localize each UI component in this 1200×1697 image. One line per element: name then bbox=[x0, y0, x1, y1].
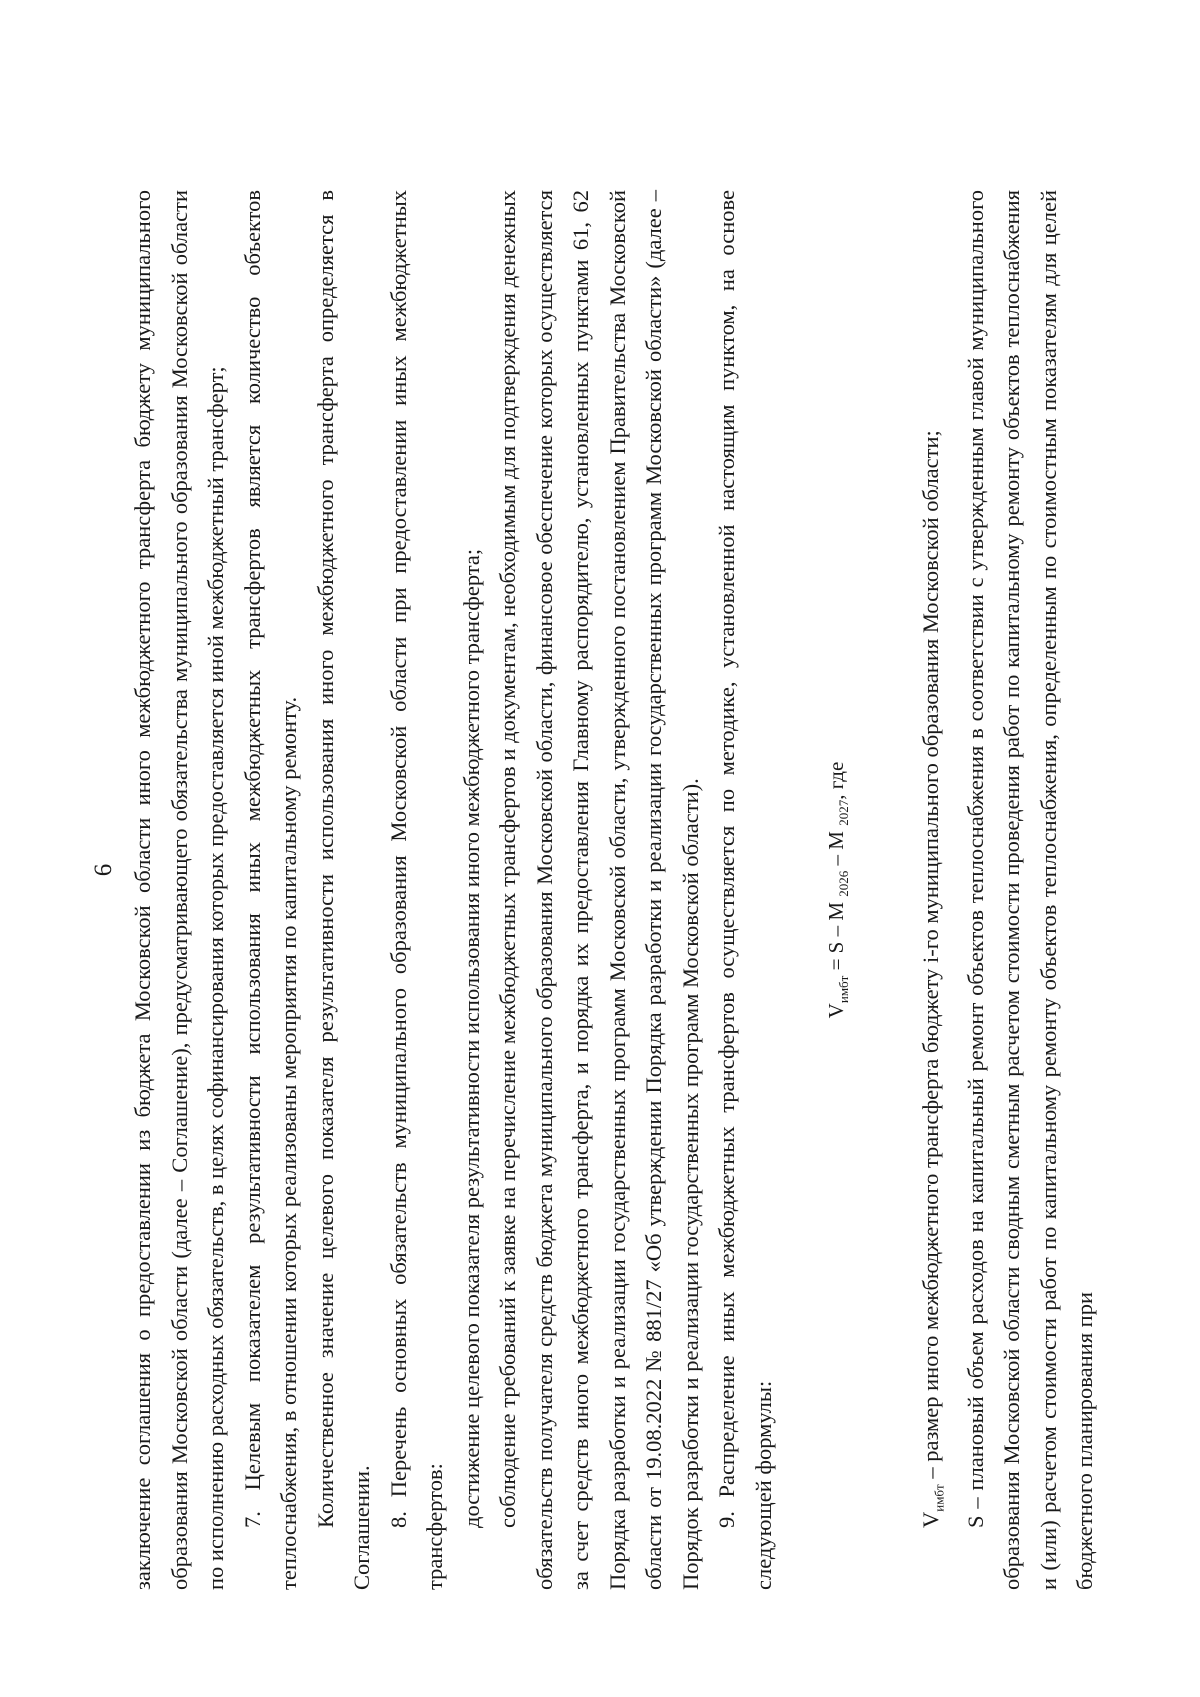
document-body bbox=[125, 190, 1104, 1590]
paragraph-agreement-conclusion: заключение соглашения о предоставлении из бюджета Московской области иного межбюджетного трансферта бюджету муниципального образования Московской области (далее – Соглашение), предусматривающего обязательства муниципального образования Московской области по исполнению расходных обязательств, в целях софинансирования которых предоставляется иной межбюджетный трансферт; bbox=[130, 190, 228, 1590]
paragraph-compliance: соблюдение требований к заявке на перечисление межбюджетных трансфертов и документам, необходимым для подтверждения денежных обязательств получателя средств бюджета муниципального образования Московской области, финансовое обеспечение которых осуществляется за счет средств иного межбюджетного трансферта, и порядка их предоставления Главному распорядителю, установленных пунктами 61, 62 Порядка разработки и реализации государственных программ Московской области, утвержденного постановлением Правительства Московской области от 19.08.2022 № 881/27 «Об утверждении Порядка разработки и реализации государственных программ Московской области» (далее – Порядок разработки и реализации государственных программ Московской области). bbox=[495, 190, 703, 1590]
paragraph-achievement: достижение целевого показателя результативности использования иного межбюджетного трансферта; bbox=[458, 548, 484, 1528]
paragraph-item-9: 9. Распределение иных межбюджетных трансфертов осуществляется по методике, установленной настоящим пунктом, на основе следующей формулы: bbox=[714, 190, 776, 1590]
definition-v: $V_{имбт}$ – размер иного межбюджетного трансферта бюджету i-го муниципального образования Московской области; bbox=[917, 430, 947, 1528]
paragraph-item-7: 7. Целевым показателем результативности использования иных межбюджетных трансфертов является количество объектов теплоснабжения, в отношении которых реализованы мероприятия по капитальному ремонту. bbox=[239, 190, 301, 1590]
paragraph-item-8: 8. Перечень основных обязательств муниципального образования Московской области при предоставлении иных межбюджетных трансфертов: bbox=[385, 190, 447, 1590]
document-page bbox=[70, 90, 1170, 1650]
page-number: 6 bbox=[90, 863, 117, 877]
distribution-formula: $V_{имбт} = S - M$ $_{2026}$ – M $_{2027}$, где bbox=[824, 761, 852, 1019]
definition-s: S – плановый объем расходов на капитальный ремонт объектов теплоснабжения в соответствии с утвержденным главой муниципального образования Московской области сводным сметным расчетом стоимости проведения работ по капитальному ремонту объектов теплоснабжения и (или) расчетом стоимости работ по капитальному ремонту объектов теплоснабжения, определенным по стоимостным показателям для целей бюджетного планирования при bbox=[962, 190, 1098, 1590]
paragraph-target-value: Количественное значение целевого показателя результативности использования иного межбюджетного трансферта определяется в Соглашении. bbox=[312, 190, 374, 1590]
